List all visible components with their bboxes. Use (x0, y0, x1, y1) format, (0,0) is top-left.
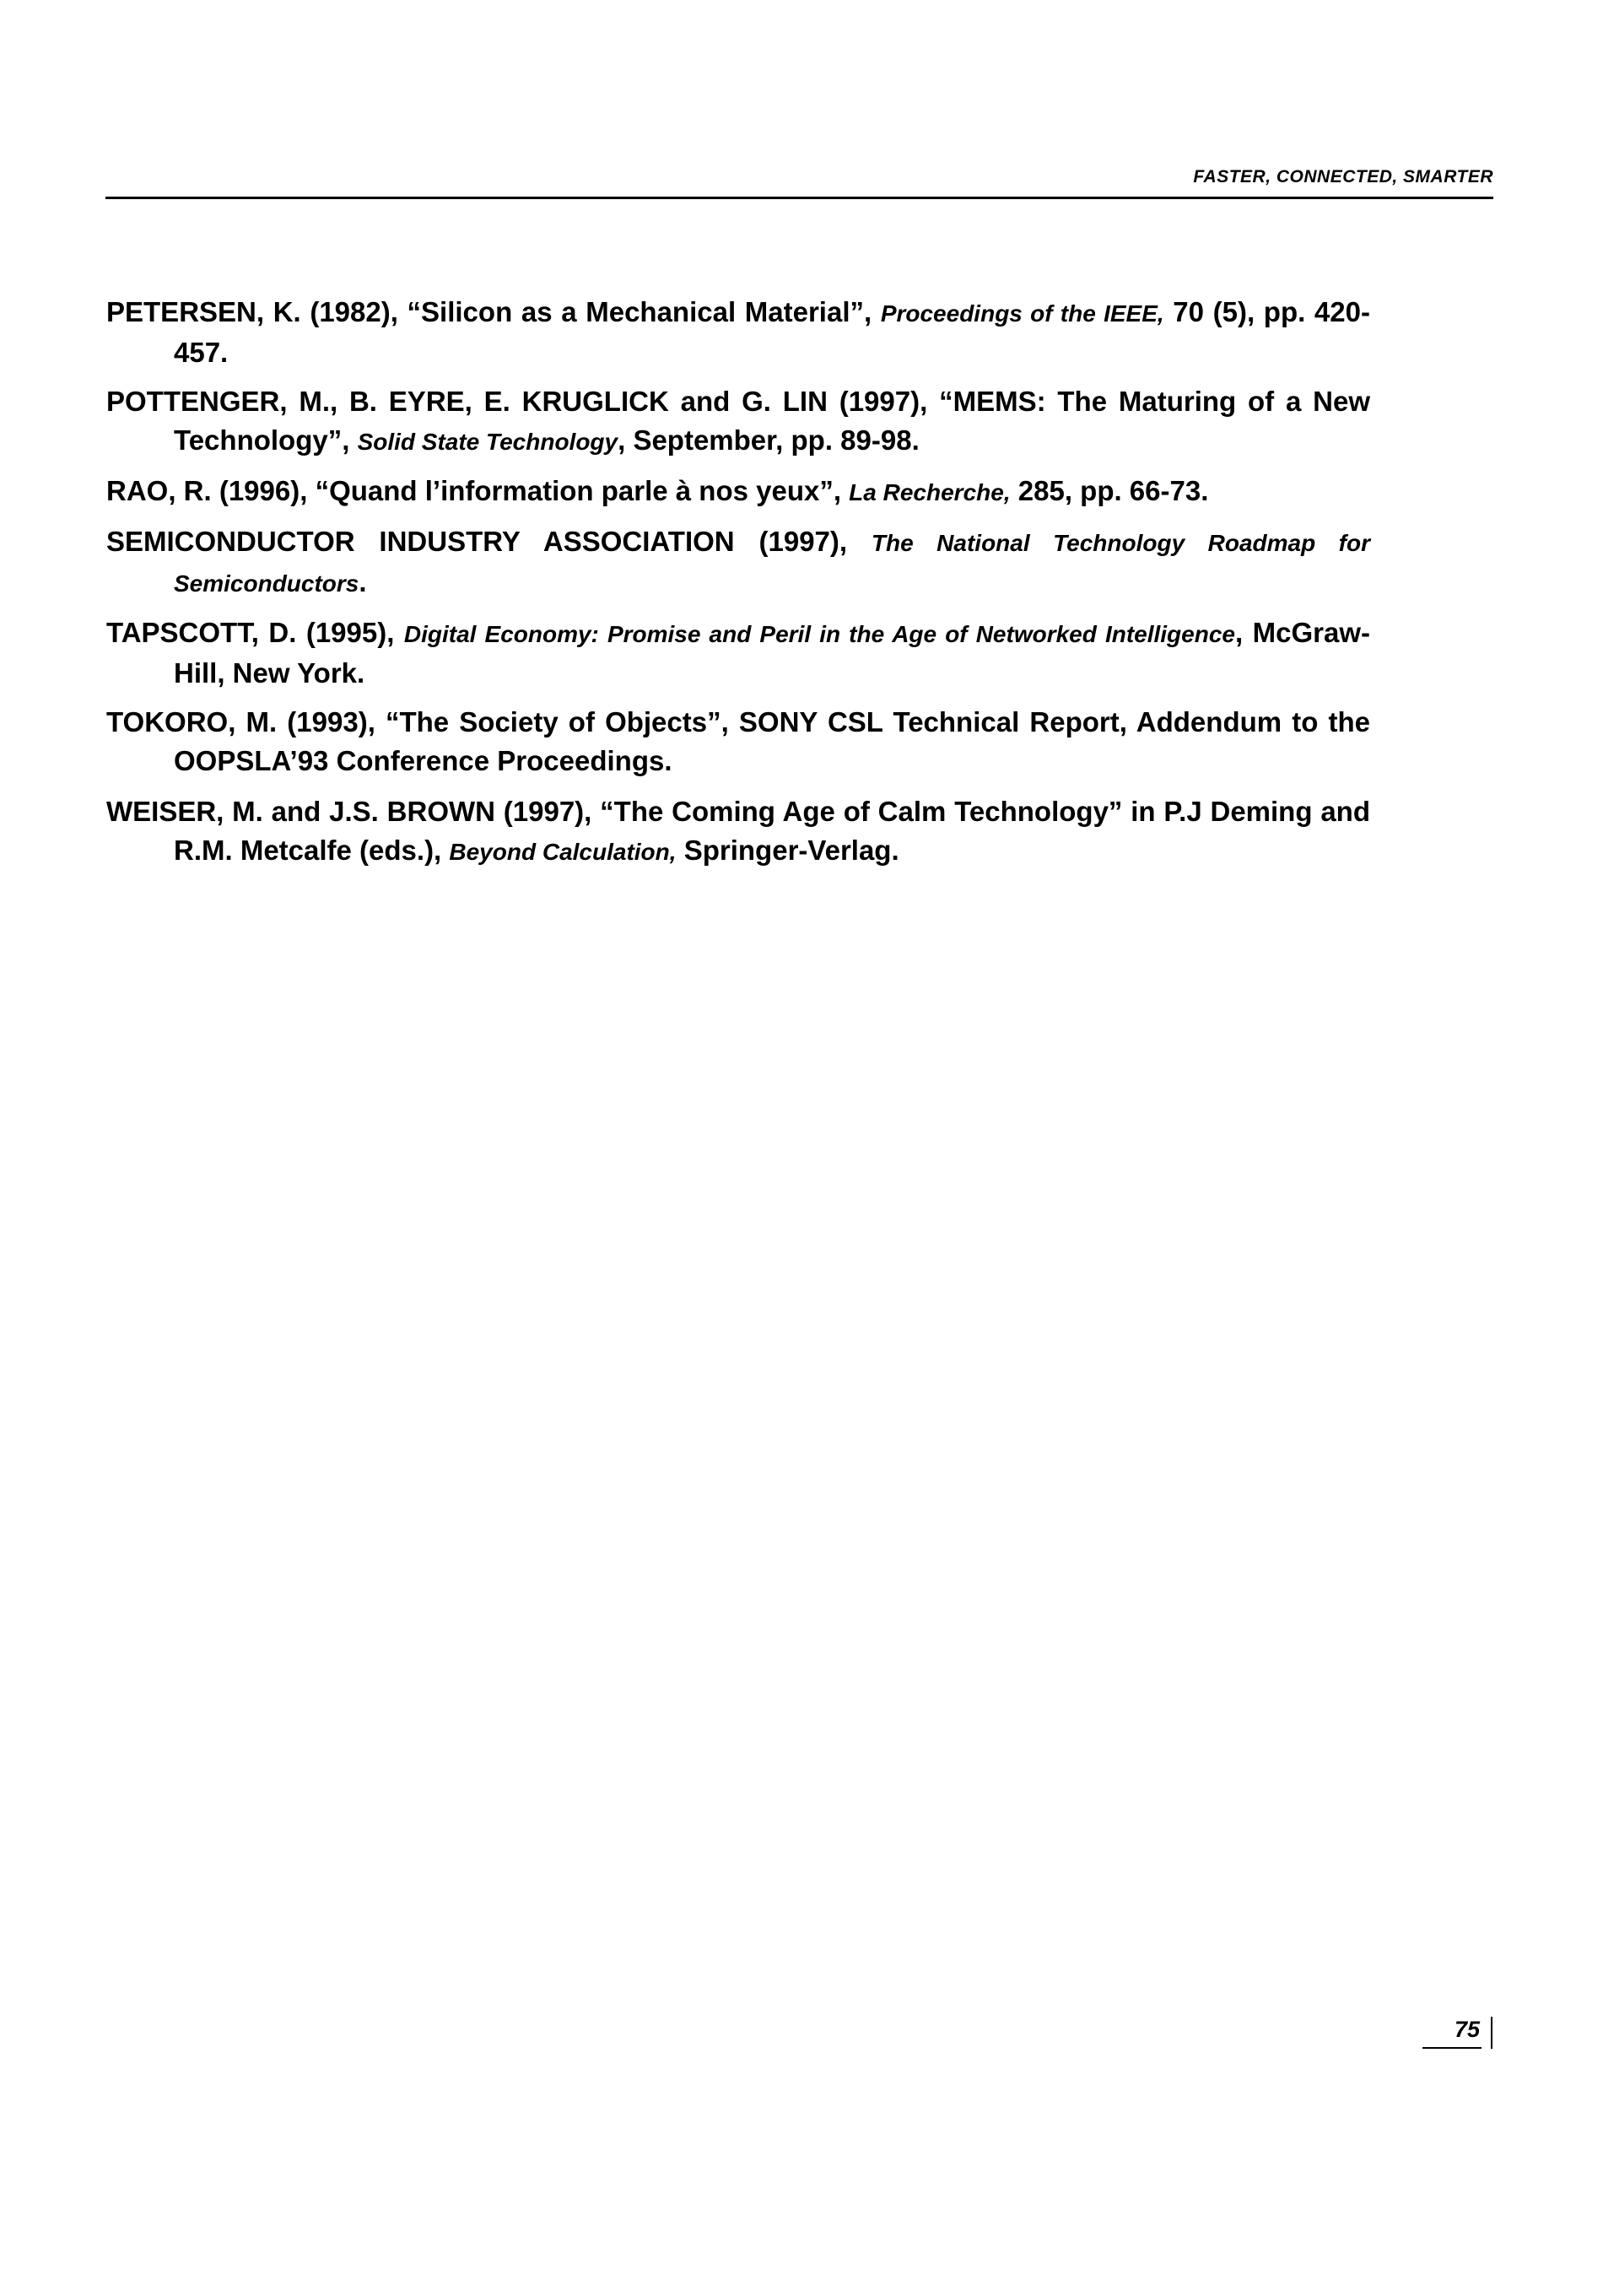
reference-title: The National Technology Roadmap for Semiconductors (174, 530, 1370, 597)
reference-entry (106, 792, 1370, 872)
reference-title: Beyond Calculation, (449, 839, 677, 865)
running-head: FASTER, CONNECTED, SMARTER (1193, 167, 1493, 186)
reference-title: Solid State Technology (357, 429, 618, 455)
reference-text: SEMICONDUCTOR INDUSTRY ASSOCIATION (1997), (106, 526, 872, 557)
reference-text: WEISER, M. and J.S. BROWN (1997), “The Coming Age of Calm Technology” in P.J Deming and R.M. Metcalfe (eds.), (106, 796, 1370, 866)
reference-text: POTTENGER, M., B. EYRE, E. KRUGLICK and G. LIN (1997), “MEMS: The Maturing of a New Technology”, (106, 386, 1370, 456)
reference-entry (106, 522, 1370, 603)
page-number-rule (1422, 2047, 1482, 2049)
reference-details: Springer-Verlag. (676, 835, 899, 866)
reference-entry (106, 382, 1370, 462)
page-number-tick (1491, 2017, 1492, 2049)
reference-entry (106, 472, 1370, 512)
page-number: 75 (1454, 2017, 1480, 2042)
reference-entry (106, 613, 1370, 693)
header-rule (105, 197, 1493, 199)
reference-entry (106, 703, 1370, 782)
reference-details: 70 (5), pp. 420-457. (174, 296, 1370, 368)
reference-title: Proceedings of the IEEE, (880, 300, 1164, 327)
reference-entry (106, 293, 1370, 372)
reference-text: RAO, R. (1996), “Quand l’information parle à nos yeux”, (106, 475, 850, 506)
reference-details: 285, pp. 66-73. (1010, 475, 1209, 506)
reference-details: , McGraw-Hill, New York. (174, 617, 1370, 689)
reference-text: PETERSEN, K. (1982), “Silicon as a Mechanical Material”, (106, 296, 881, 327)
reference-details: . (359, 566, 367, 597)
reference-details: , September, pp. 89-98. (618, 424, 920, 456)
reference-text: TAPSCOTT, D. (1995), (106, 617, 404, 648)
reference-title: La Recherche, (849, 479, 1011, 505)
reference-list (106, 293, 1370, 882)
reference-title: Digital Economy: Promise and Peril in the Age of Networked Intelligence (403, 621, 1235, 647)
reference-text: TOKORO, M. (1993), “The Society of Objects”, SONY CSL Technical Report, Addendum to the OOPSLA’93 Conference Proceedings. (106, 706, 1370, 776)
